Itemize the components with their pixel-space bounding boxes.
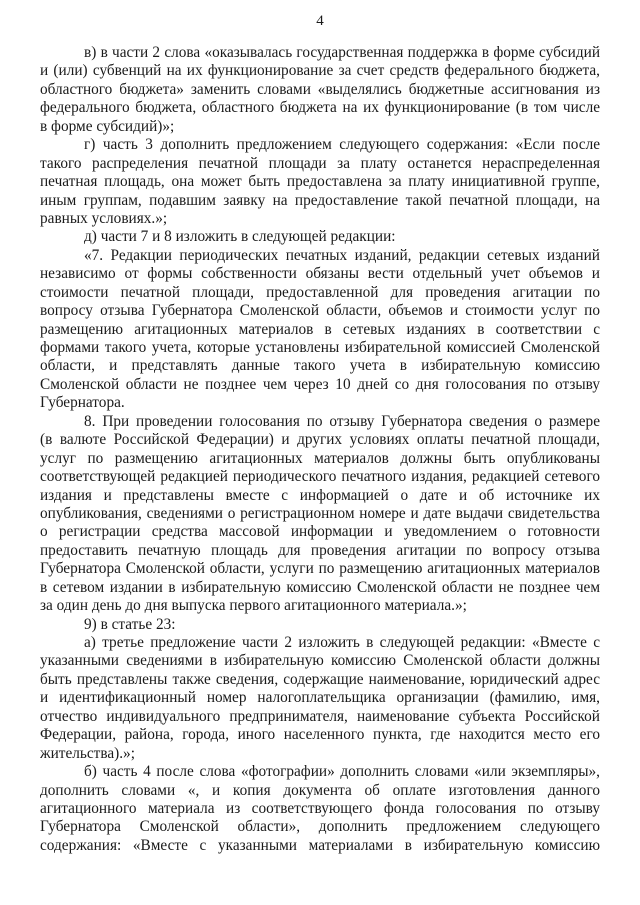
text-line: содержания: «Вместе с указанными материалами в избирательную комиссию	[40, 836, 600, 854]
text-line: предоставить печатную площадь для проведения агитации по вопросу отзыва	[40, 541, 600, 559]
text-line: Губернатора Смоленской области», дополнить предложением следующего	[40, 818, 600, 836]
text-line: дополнить словами «, и копия документа об оплате изготовления данного	[40, 781, 600, 799]
text-line: 9) в статье 23:	[84, 615, 176, 633]
text-line: д) части 7 и 8 изложить в следующей редакции:	[84, 228, 396, 246]
text-line: в сетевом издании в избирательную комиссию Смоленской области не позднее чем	[40, 578, 600, 596]
text-line: г) часть 3 дополнить предложением следующего содержания: «Если после	[84, 136, 600, 154]
text-line: иным группам, подавшим заявку на предоставление такой печатной площади, на	[40, 191, 600, 209]
text-line: опубликования, сведениями о регистрационном номере и дате выдачи свидетельства	[40, 504, 600, 522]
text-line: областного бюджета» заменить словами «выделялись бюджетные ассигнования из	[40, 80, 600, 98]
text-line: печатная площадь, она может быть предоставлена за плату инициативной группе,	[40, 173, 600, 191]
text-line: федерального бюджета, областного бюджета на их функционирование (в том числе	[40, 99, 600, 117]
text-line: в форме субсидий)»;	[40, 117, 175, 135]
document-body	[40, 44, 600, 855]
text-line: указанными сведениями в избирательную комиссию Смоленской области должны	[40, 652, 600, 670]
text-line: соответствующей редакцией периодического печатного издания, редакцией сетевого	[40, 468, 600, 486]
text-line: а) третье предложение части 2 изложить в следующей редакции: «Вместе с	[84, 634, 600, 651]
text-line: и (или) субвенций на их функционирование за счет средств федерального бюджета,	[40, 62, 600, 80]
text-line: такого распределения печатной площади за плату останется нераспределенная	[40, 154, 600, 172]
text-line: Губернатора.	[40, 394, 125, 412]
text-line: агитационного материала из соответствующего фонда голосования по отзыву	[40, 799, 600, 817]
text-line: Смоленской области не позднее чем через 10 дней со дня голосования по отзыву	[40, 375, 600, 393]
page-number: 4	[316, 13, 324, 29]
text-line: «7. Редакции периодических печатных изданий, редакции сетевых изданий	[84, 246, 600, 264]
text-line: за один день до дня выпуска первого агитационного материала.»;	[40, 597, 467, 615]
text-line: Федерации, района, города, иного населенного пункта, где находится место его	[40, 726, 600, 744]
text-line: Губернатора Смоленской области, услуги по размещению агитационных материалов	[40, 560, 600, 578]
text-line: стоимости печатной площади, предоставленной для проведения агитации по	[40, 283, 600, 301]
text-line: (в валюте Российской Федерации) и других условиях оплаты печатной площади,	[40, 431, 600, 449]
text-line: области, и представлять данные такого учета в избирательную комиссию	[40, 357, 600, 375]
text-line: услуг по размещению агитационных материалов должны быть опубликованы	[40, 449, 600, 467]
text-line: быть представлены также сведения, содержащие наименование, юридический адрес	[40, 670, 600, 688]
text-line: отчество индивидуального предпринимателя, наименование субъекта Российской	[40, 707, 600, 725]
text-line: размещению агитационных материалов в сетевых изданиях в соответствии с	[40, 320, 600, 338]
text-line: равных условиях.»;	[40, 209, 168, 227]
text-line: независимо от формы собственности обязаны вести отдельный учет объемов и	[40, 265, 600, 283]
text-line: и идентификационный номер налогоплательщика организации (фамилию, имя,	[40, 689, 600, 707]
text-line: в) в части 2 слова «оказывалась государственная поддержка в форме субсидий	[84, 44, 600, 61]
text-line: вопросу отзыва Губернатора Смоленской области, объемов и стоимости услуг по	[40, 302, 600, 320]
text-line: издания и представлены вместе с информацией о дате и об источнике их	[40, 486, 600, 504]
text-line: 8. При проведении голосования по отзыву Губернатора сведения о размере	[84, 412, 600, 430]
text-line: жительства).»;	[40, 744, 135, 762]
text-line: о регистрации средства массовой информации и уведомлением о готовности	[40, 523, 600, 541]
text-line: формами такого учета, которые установлены избирательной комиссией Смоленской	[40, 339, 600, 356]
text-line: б) часть 4 после слова «фотографии» дополнить словами «или экземпляры»,	[84, 763, 600, 781]
